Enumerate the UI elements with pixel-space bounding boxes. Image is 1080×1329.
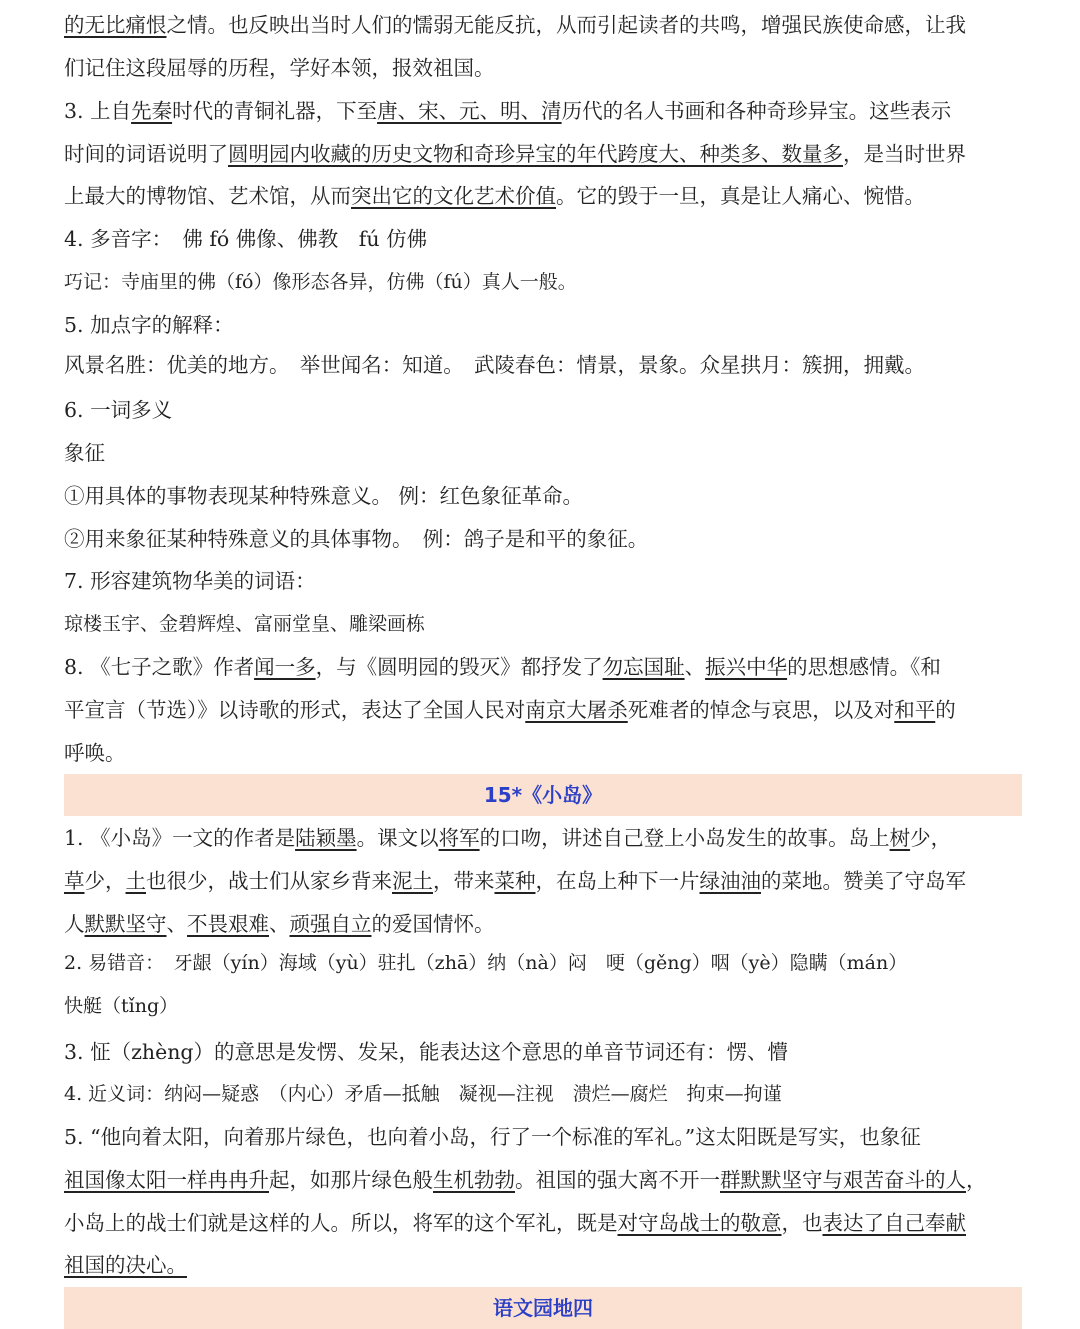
text-line: 7. 形容建筑物华美的词语： — [64, 569, 316, 593]
text-line: 5. 加点字的解释： — [64, 313, 234, 337]
text-line: 时间的词语说明了圆明园内收藏的历史文物和奇珍异宝的年代跨度大、种类多、数量多，是当时世界 — [64, 142, 966, 166]
dotted-char: 闻 — [340, 353, 362, 377]
text-line: 祖国的决心。 — [64, 1253, 187, 1277]
text-line: 1. 《小岛》一文的作者是陆颖墨。课文以将军的口吻，讲述自己登上小岛发生的故事。岛上树少， — [64, 826, 952, 850]
text-line: 祖国像太阳一样冉冉升起，如那片绿色般生机勃勃。祖国的强大离不开一群默默坚守与艰苦奋斗的人， — [64, 1168, 987, 1192]
text-line: 5. “他向着太阳，向着那片绿色，也向着小岛，行了一个标准的军礼。”这太阳既是写实，也象征 — [64, 1125, 921, 1149]
text-line: 琼楼玉宇、金碧辉煌、富丽堂皇、雕梁画栋 — [64, 613, 426, 635]
section-heading: 语文园地四 — [64, 1287, 1022, 1329]
dotted-char: 胜 — [125, 353, 146, 377]
text-line: 象征 — [64, 441, 105, 465]
text-line: 6. 一词多义 — [64, 398, 173, 422]
dotted-char: 色 — [535, 353, 556, 377]
text-line: 小岛上的战士们就是这样的人。所以，将军的这个军礼，既是对守岛战士的敬意，也表达了自己奉献 — [64, 1211, 966, 1235]
text-line: 平宣言（节选）》以诗歌的形式，表达了全国人民对南京大屠杀死难者的悼念与哀思，以及对和平的 — [64, 698, 956, 722]
text-line: ②用来象征某种特殊意义的具体事物。 例：鸽子是和平的象征。 — [64, 527, 649, 551]
text-line: 的无比痛恨之情。也反映出当时人们的懦弱无能反抗，从而引起读者的共鸣，增强民族使命感，让我 — [64, 13, 966, 37]
text-line: 8. 《七子之歌》作者闻一多，与《圆明园的毁灭》都抒发了勿忘国耻、振兴中华的思想感情。《和 — [64, 655, 941, 679]
text-line: 2. 易错音： 牙龈（yín）海域（yù）驻扎（zhā）纳（nà）闷 哽（gěng）咽（yè）隐瞒（mán） — [64, 952, 908, 974]
text-line: 快艇（tǐng） — [64, 995, 179, 1017]
text-line: 们记住这段屈辱的历程，学好本领，报效祖国。 — [64, 56, 495, 80]
mnemonic-line: 巧记：寺庙里的佛（fó）像形态各异，仿佛（fú）真人一般。 — [64, 271, 577, 293]
text-line: 3. 怔（zhèng）的意思是发愣、发呆，能表达这个意思的单音节词还有：愣、懵 — [64, 1040, 789, 1064]
text-line: 人默默坚守、不畏艰难、顽强自立的爱国情怀。 — [64, 912, 495, 936]
text-line: 4. 多音字： 佛 fó 佛像、佛教 fú 仿佛 — [64, 227, 428, 251]
section-heading: 15*《小岛》 — [64, 774, 1022, 816]
text-line: 3. 上自先秦时代的青铜礼器，下至唐、宋、元、明、清历代的名人书画和各种奇珍异宝。这些表示 — [64, 99, 952, 123]
text-line: 风景名胜：优美的地方。 举世闻名：知道。 武陵春色：情景，景象。众星拱月：簇拥，拥戴。 — [64, 353, 925, 377]
text-line: 4. 近义词：纳闷—疑惑 （内心）矛盾—抵触 凝视—注视 溃烂—腐烂 拘束—拘谨 — [64, 1083, 782, 1105]
text-line: 呼唤。 — [64, 741, 126, 765]
text-line: 上最大的博物馆、艺术馆，从而突出它的文化艺术价值。它的毁于一旦，真是让人痛心、惋惜。 — [64, 184, 925, 208]
text-line: 草少，土也很少，战士们从家乡背来泥土，带来菜种，在岛上种下一片绿油油的菜地。赞美了守岛军 — [64, 869, 966, 893]
dotted-char: 拱 — [740, 353, 761, 377]
text-line: ①用具体的事物表现某种特殊意义。 例：红色象征革命。 — [64, 484, 584, 508]
